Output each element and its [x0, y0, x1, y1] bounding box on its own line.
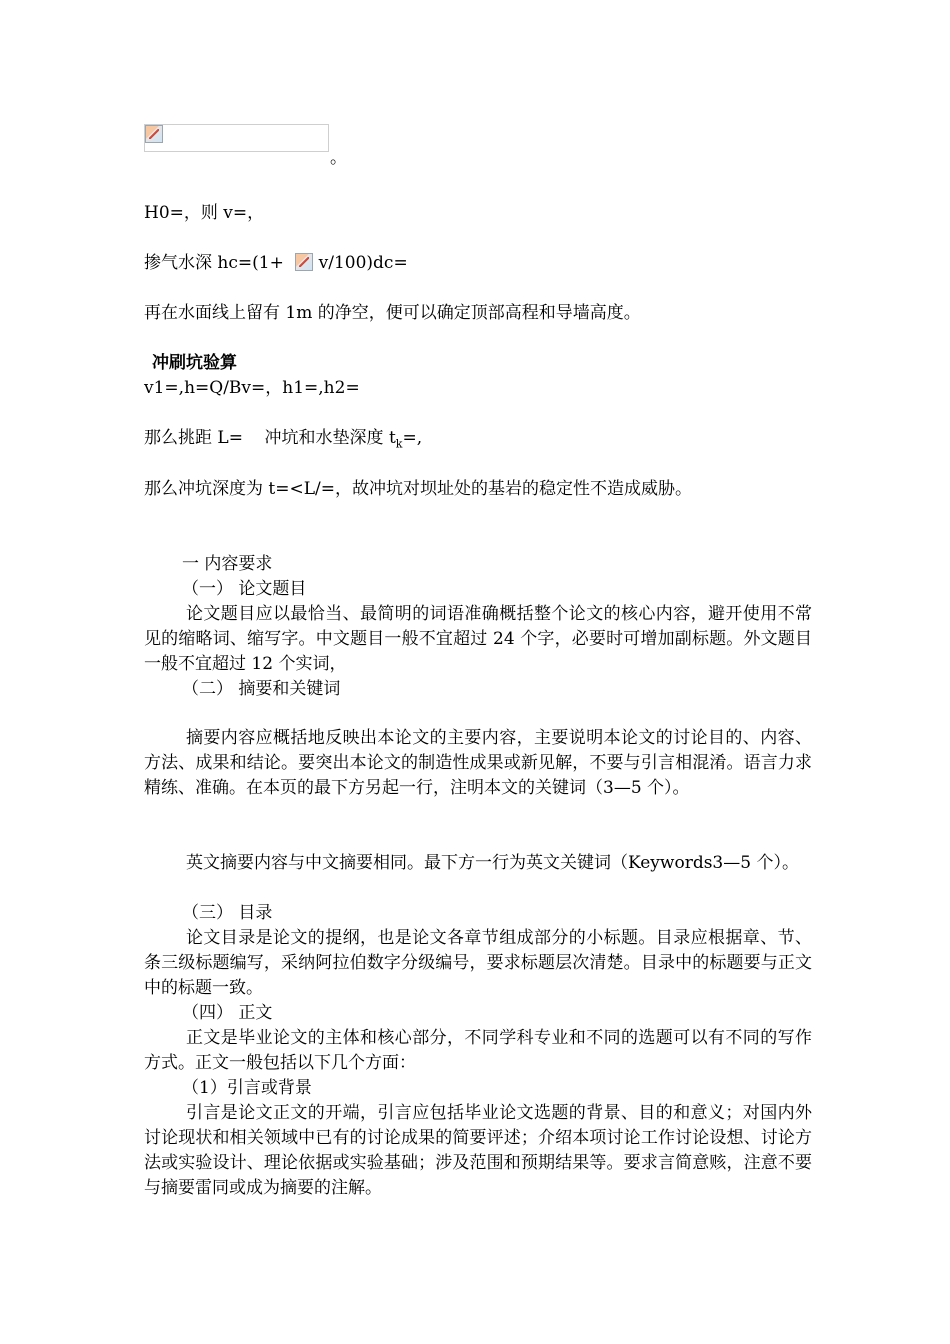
heading-body: （四） 正文	[182, 1003, 273, 1023]
period-mark: 。	[330, 148, 347, 168]
paragraph-abstract: 摘要内容应概括地反映出本论文的主要内容，主要说明本论文的讨论目的、内容、方法、成果和结论。要突出本论文的制造性成果或新见解，不要与引言相混淆。语言力求精练、准确。在本页的最下方另起一行，注明本文的关键词（3—5 个）。	[144, 728, 812, 798]
broken-image-icon	[295, 253, 313, 271]
jet-distance-line	[144, 426, 422, 456]
velocity-line: v1=,h=Q/Bv=，h1=,h2=	[144, 378, 360, 398]
distance-prefix: 那么挑距 L= 冲坑和水垫深度 t	[144, 428, 396, 448]
heading-toc: （三） 目录	[182, 903, 273, 923]
clearance-line: 再在水面线上留有 1m 的净空，便可以确定顶部高程和导墙高度。	[144, 303, 641, 323]
paragraph-toc: 论文目录是论文的提纲，也是论文各章节组成部分的小标题。目录应根据章、节、条三级标题编写，采纳阿拉伯数字分级编号，要求标题层次清楚。目录中的标题要与正文中的标题一致。	[144, 928, 812, 998]
broken-image-icon	[145, 125, 163, 143]
paragraph-body: 正文是毕业论文的主体和核心部分，不同学科专业和不同的选题可以有不同的写作方式。正文一般包括以下几个方面：	[144, 1028, 812, 1073]
h0-line: H0=，则 v=，	[144, 203, 265, 223]
paragraph-english-abstract: 英文摘要内容与中文摘要相同。最下方一行为英文关键词（Keywords3—5 个）。	[186, 853, 799, 873]
aerated-suffix: v/100)dc=	[318, 253, 408, 273]
paragraph-thesis-title: 论文题目应以最恰当、最简明的词语准确概括整个论文的核心内容，避开使用不常见的缩略词、缩写字。中文题目一般不宜超过 24 个字，必要时可增加副标题。外文题目一般不宜超过 12 个实词，	[144, 604, 812, 674]
aerated-depth-line	[144, 251, 408, 276]
distance-suffix: =,	[402, 428, 423, 448]
section-title: 一 内容要求	[182, 554, 273, 574]
scour-check-heading: 冲刷坑验算	[152, 353, 237, 373]
paragraph-introduction: 引言是论文正文的开端，引言应包括毕业论文选题的背景、目的和意义；对国内外讨论现状和相关领域中已有的讨论成果的简要评述；介绍本项讨论工作讨论设想、讨论方法或实验设计、理论依据或实验基础；涉及范围和预期结果等。要求言简意赅，注意不要与摘要雷同或成为摘要的注解。	[144, 1103, 812, 1198]
scour-depth-line: 那么冲坑深度为 t=<L/=，故冲坑对坝址处的基岩的稳定性不造成威胁。	[144, 479, 692, 499]
heading-abstract: （二） 摘要和关键词	[182, 679, 341, 699]
heading-thesis-title: （一） 论文题目	[182, 579, 307, 599]
image-placeholder	[144, 124, 329, 152]
heading-introduction: （1）引言或背景	[182, 1078, 312, 1098]
aerated-prefix: 掺气水深 hc=(1+	[144, 253, 284, 273]
distance-subscript: k	[395, 437, 403, 451]
